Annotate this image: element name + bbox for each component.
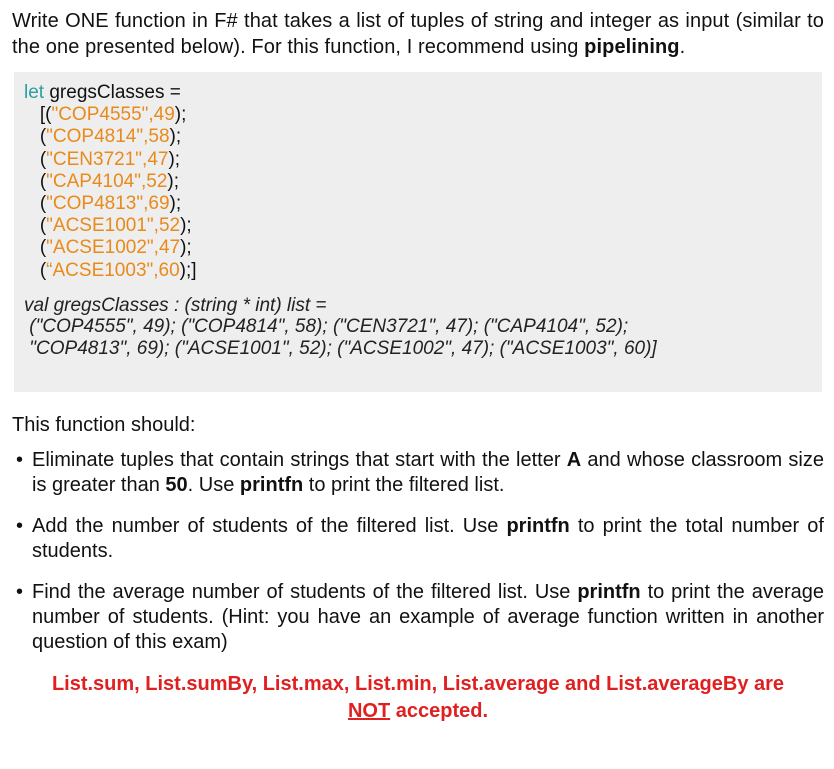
code-punct: ); [174,104,187,126]
code-punct: ); [168,148,181,170]
code-punct: ( [24,237,47,259]
requirement-text: Add the number of students of the filtered list. Use [32,515,507,537]
requirement-bold: printfn [239,474,304,496]
requirement-item [12,448,824,498]
question-intro [12,8,824,60]
code-punct: );] [179,259,197,281]
requirement-text: to print the filtered list. [303,474,505,496]
code-punct: ( [24,193,47,215]
code-punct: ( [24,259,47,281]
code-tuple-value: “ACSE1003",60 [46,259,180,281]
code-punct: ( [24,148,47,170]
warning-line: List.sum, List.sumBy, List.max, List.min, List.average and List.averageBy are [51,673,785,695]
code-punct: [( [24,104,52,126]
intro-end: . [679,36,686,58]
code-punct: ( [24,215,47,237]
code-tuple-line [24,215,812,237]
code-tuple-value: "ACSE1002",47 [46,237,181,259]
requirement-bold: A [566,449,582,471]
warning-line [12,698,824,725]
code-punct: ( [24,170,47,192]
code-tuple-value: "COP4814",58 [46,126,170,148]
code-tuple-value: "CAP4104",52 [46,170,168,192]
code-type-signature [24,295,812,360]
code-punct: ( [24,126,47,148]
requirement-bold: printfn [506,515,570,537]
code-tuple-line [24,193,812,215]
code-binding: gregsClasses = [44,82,181,103]
code-punct: ); [167,170,180,192]
code-tuple-line [24,171,812,193]
requirements-lead: This function should: [12,414,196,436]
requirement-text: Eliminate tuples that contain strings that start with the letter [32,449,567,471]
bullet-icon: • [16,581,24,603]
requirement-item [12,580,824,655]
code-tuple-line [24,237,812,259]
code-keyword-let: let [24,82,45,103]
code-punct: ); [169,193,182,215]
code-tuple-line [24,126,812,148]
requirement-bold: 50 [165,474,188,496]
code-punct: ); [180,215,192,237]
requirement-item [12,514,824,564]
code-tuple-value: "ACSE1001",52 [46,215,181,237]
requirement-text: Find the average number of students of the filtered list. Use [32,581,578,603]
code-tuple-line [24,149,812,171]
code-tuple-value: "CEN3721",47 [46,148,169,170]
code-punct: ); [180,237,192,259]
code-example-box [14,72,822,392]
requirement-text: to print the average number of students. (Hint: you have an example of average function written in another question of this exam) [32,581,824,653]
code-tuple-value: "COP4555",49 [51,104,175,126]
signature-line: val gregsClasses : (string * int) list = [24,294,327,316]
requirement-text: . Use [187,474,240,496]
bullet-icon: • [16,515,24,537]
bullet-icon: • [16,449,24,471]
requirement-text: and whose classroom size is greater than [32,449,824,496]
code-tuple-line [24,104,812,126]
requirements-list [12,448,824,655]
warning-not: NOT [347,700,391,722]
code-punct: ); [169,126,182,148]
intro-text: Write ONE function in F# that takes a list of tuples of string and integer as input (similar to the one presented below). For this function, I recommend using [12,10,824,58]
requirement-bold: printfn [577,581,641,603]
code-tuple-value: "COP4813",69 [46,193,170,215]
signature-line: ("COP4555", 49); ("COP4814", 58); ("CEN3721", 47); ("CAP4104", 52); [24,316,629,338]
intro-bold-pipelining: pipelining [584,36,680,58]
not-accepted-warning [12,671,824,725]
requirement-text: to print the total number of students. [32,515,824,562]
code-let-line [24,82,812,104]
code-tuple-line [24,260,812,282]
signature-line: "COP4813", 69); ("ACSE1001", 52); ("ACSE1002", 47); ("ACSE1003", 60)] [24,337,657,359]
warning-rest: accepted. [390,700,489,722]
